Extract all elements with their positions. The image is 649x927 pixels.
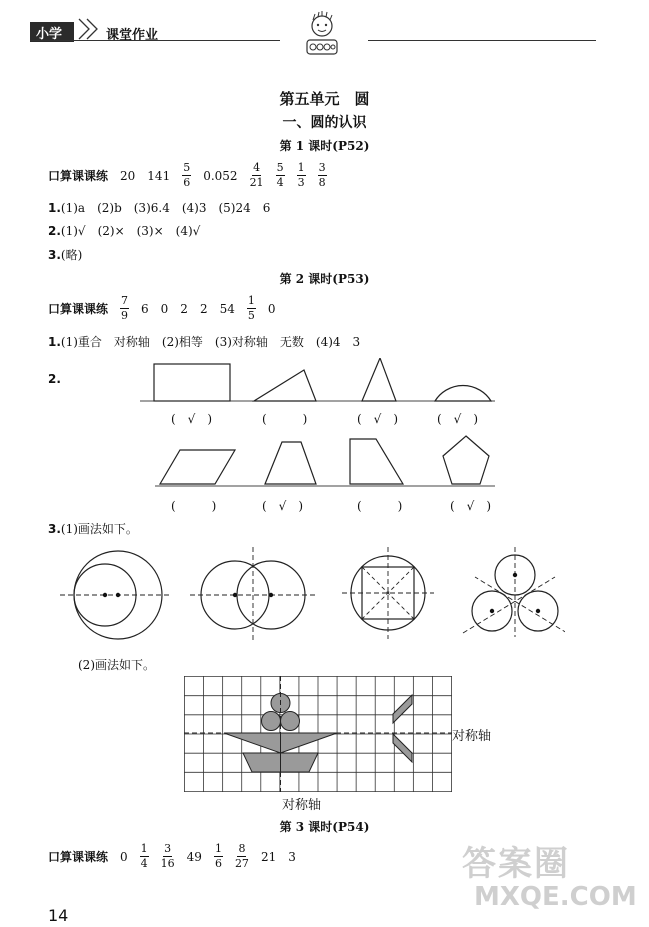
- three-circles-figure: [463, 547, 565, 637]
- oral-fraction: $\frac{1}{6}$: [214, 842, 222, 870]
- oral-label: 口算课课练: [48, 850, 109, 864]
- unit-title: 第五单元 圆: [279, 90, 370, 108]
- chevron-right-icon: [76, 16, 104, 42]
- cartoon-kid-icon: [300, 10, 344, 60]
- oral-value: 3: [288, 849, 296, 864]
- pentagon-shape: [443, 436, 489, 484]
- page-number: 14: [48, 906, 69, 925]
- section-title: 一、圆的认识: [282, 115, 367, 131]
- oral-fraction: $\frac{1}{4}$: [140, 842, 148, 870]
- oral-fraction: $\frac{5}{4}$: [276, 161, 284, 189]
- oral-fraction: $\frac{3}{16}$: [160, 842, 175, 870]
- lesson1-title: 第 1 课时(P52): [279, 139, 370, 153]
- oral-value: 20: [120, 168, 136, 183]
- lesson3-oral-row: [48, 843, 308, 870]
- oral-value: 2: [199, 301, 208, 316]
- lesson2-q3-1: 3.(1)画法如下。: [48, 522, 138, 536]
- shapes-row2: [155, 434, 500, 490]
- lesson2-q1: 1.(1)重合 对称轴 (2)相等 (3)对称轴 无数 (4)4 3: [48, 335, 361, 349]
- shape-answer: ( √ ): [262, 499, 304, 513]
- shape-answer: ( √ ): [450, 499, 492, 513]
- oral-label: 口算课课练: [48, 169, 109, 183]
- lesson2-oral-row: [48, 295, 288, 322]
- square-in-circle-figure: [342, 547, 434, 639]
- header-rule-left: [30, 40, 280, 41]
- header-category: 小学: [36, 27, 63, 42]
- oral-value: 141: [147, 168, 171, 183]
- header-rule-right: [368, 40, 596, 41]
- tangent-circles-figure: [60, 551, 170, 639]
- oral-value: 0: [160, 301, 169, 316]
- oral-value: 0.052: [203, 168, 238, 183]
- axis-label-right: 对称轴: [452, 729, 492, 744]
- oral-fraction: $\frac{1}{5}$: [247, 294, 255, 322]
- oral-value: 21: [260, 849, 277, 864]
- isosceles-triangle-shape: [362, 358, 396, 401]
- shape-answer: ( √ ): [171, 412, 213, 426]
- rectangle-shape: [154, 364, 230, 401]
- semicircle-shape: [435, 385, 491, 401]
- oral-value: 2: [180, 301, 188, 316]
- axis-label-bottom: 对称轴: [282, 798, 322, 813]
- watermark-url: MXQE.COM: [474, 882, 637, 912]
- parallelogram-shape: [160, 450, 235, 484]
- lesson1-q3: 3.(略): [48, 248, 83, 262]
- oral-value: 0: [267, 301, 276, 316]
- shape-answer: ( √ ): [357, 412, 399, 426]
- shape-answer: ( ): [262, 412, 308, 426]
- overlapping-circles-figure: [190, 547, 315, 643]
- shape-answer: ( ): [357, 499, 403, 513]
- header-title: 课堂作业: [106, 28, 159, 43]
- oral-fraction: $\frac{3}{8}$: [318, 161, 326, 189]
- oral-value: 6: [141, 301, 149, 316]
- watermark-logo: 答案圈: [462, 844, 570, 884]
- trapezoid-shape: [265, 442, 316, 484]
- symmetry-grid: [184, 676, 452, 792]
- shapes-row1: [140, 358, 500, 406]
- shape-answer: ( ): [171, 499, 217, 513]
- oral-fraction: $\frac{1}{3}$: [297, 161, 305, 189]
- shape-answer: ( √ ): [437, 412, 479, 426]
- oral-fraction: $\frac{5}{6}$: [183, 161, 191, 189]
- lesson2-q2-number: 2.: [48, 372, 61, 386]
- oral-fraction: $\frac{8}{27}$: [234, 842, 249, 870]
- oral-value: 54: [219, 301, 235, 316]
- oral-fraction: $\frac{7}{9}$: [121, 294, 129, 322]
- oral-label: 口算课课练: [48, 302, 109, 316]
- oral-value: 49: [186, 849, 202, 864]
- oral-value: 0: [120, 849, 128, 864]
- oral-fraction: $\frac{4}{21}$: [249, 161, 264, 189]
- lesson2-title: 第 2 课时(P53): [279, 272, 370, 286]
- lesson1-q2: 2.(1)√ (2)× (3)× (4)√: [48, 224, 201, 238]
- right-trapezoid-shape: [350, 439, 403, 484]
- right-triangle-shape: [254, 370, 316, 401]
- lesson2-q3-2: (2)画法如下。: [78, 658, 155, 672]
- lesson1-q1: 1.(1)a (2)b (3)6.4 (4)3 (5)24 6: [48, 201, 271, 215]
- arrow-figure: [393, 695, 412, 762]
- lesson3-title: 第 3 课时(P54): [279, 820, 370, 834]
- circle-drawings: [55, 545, 565, 645]
- lesson1-oral-row: [48, 162, 339, 189]
